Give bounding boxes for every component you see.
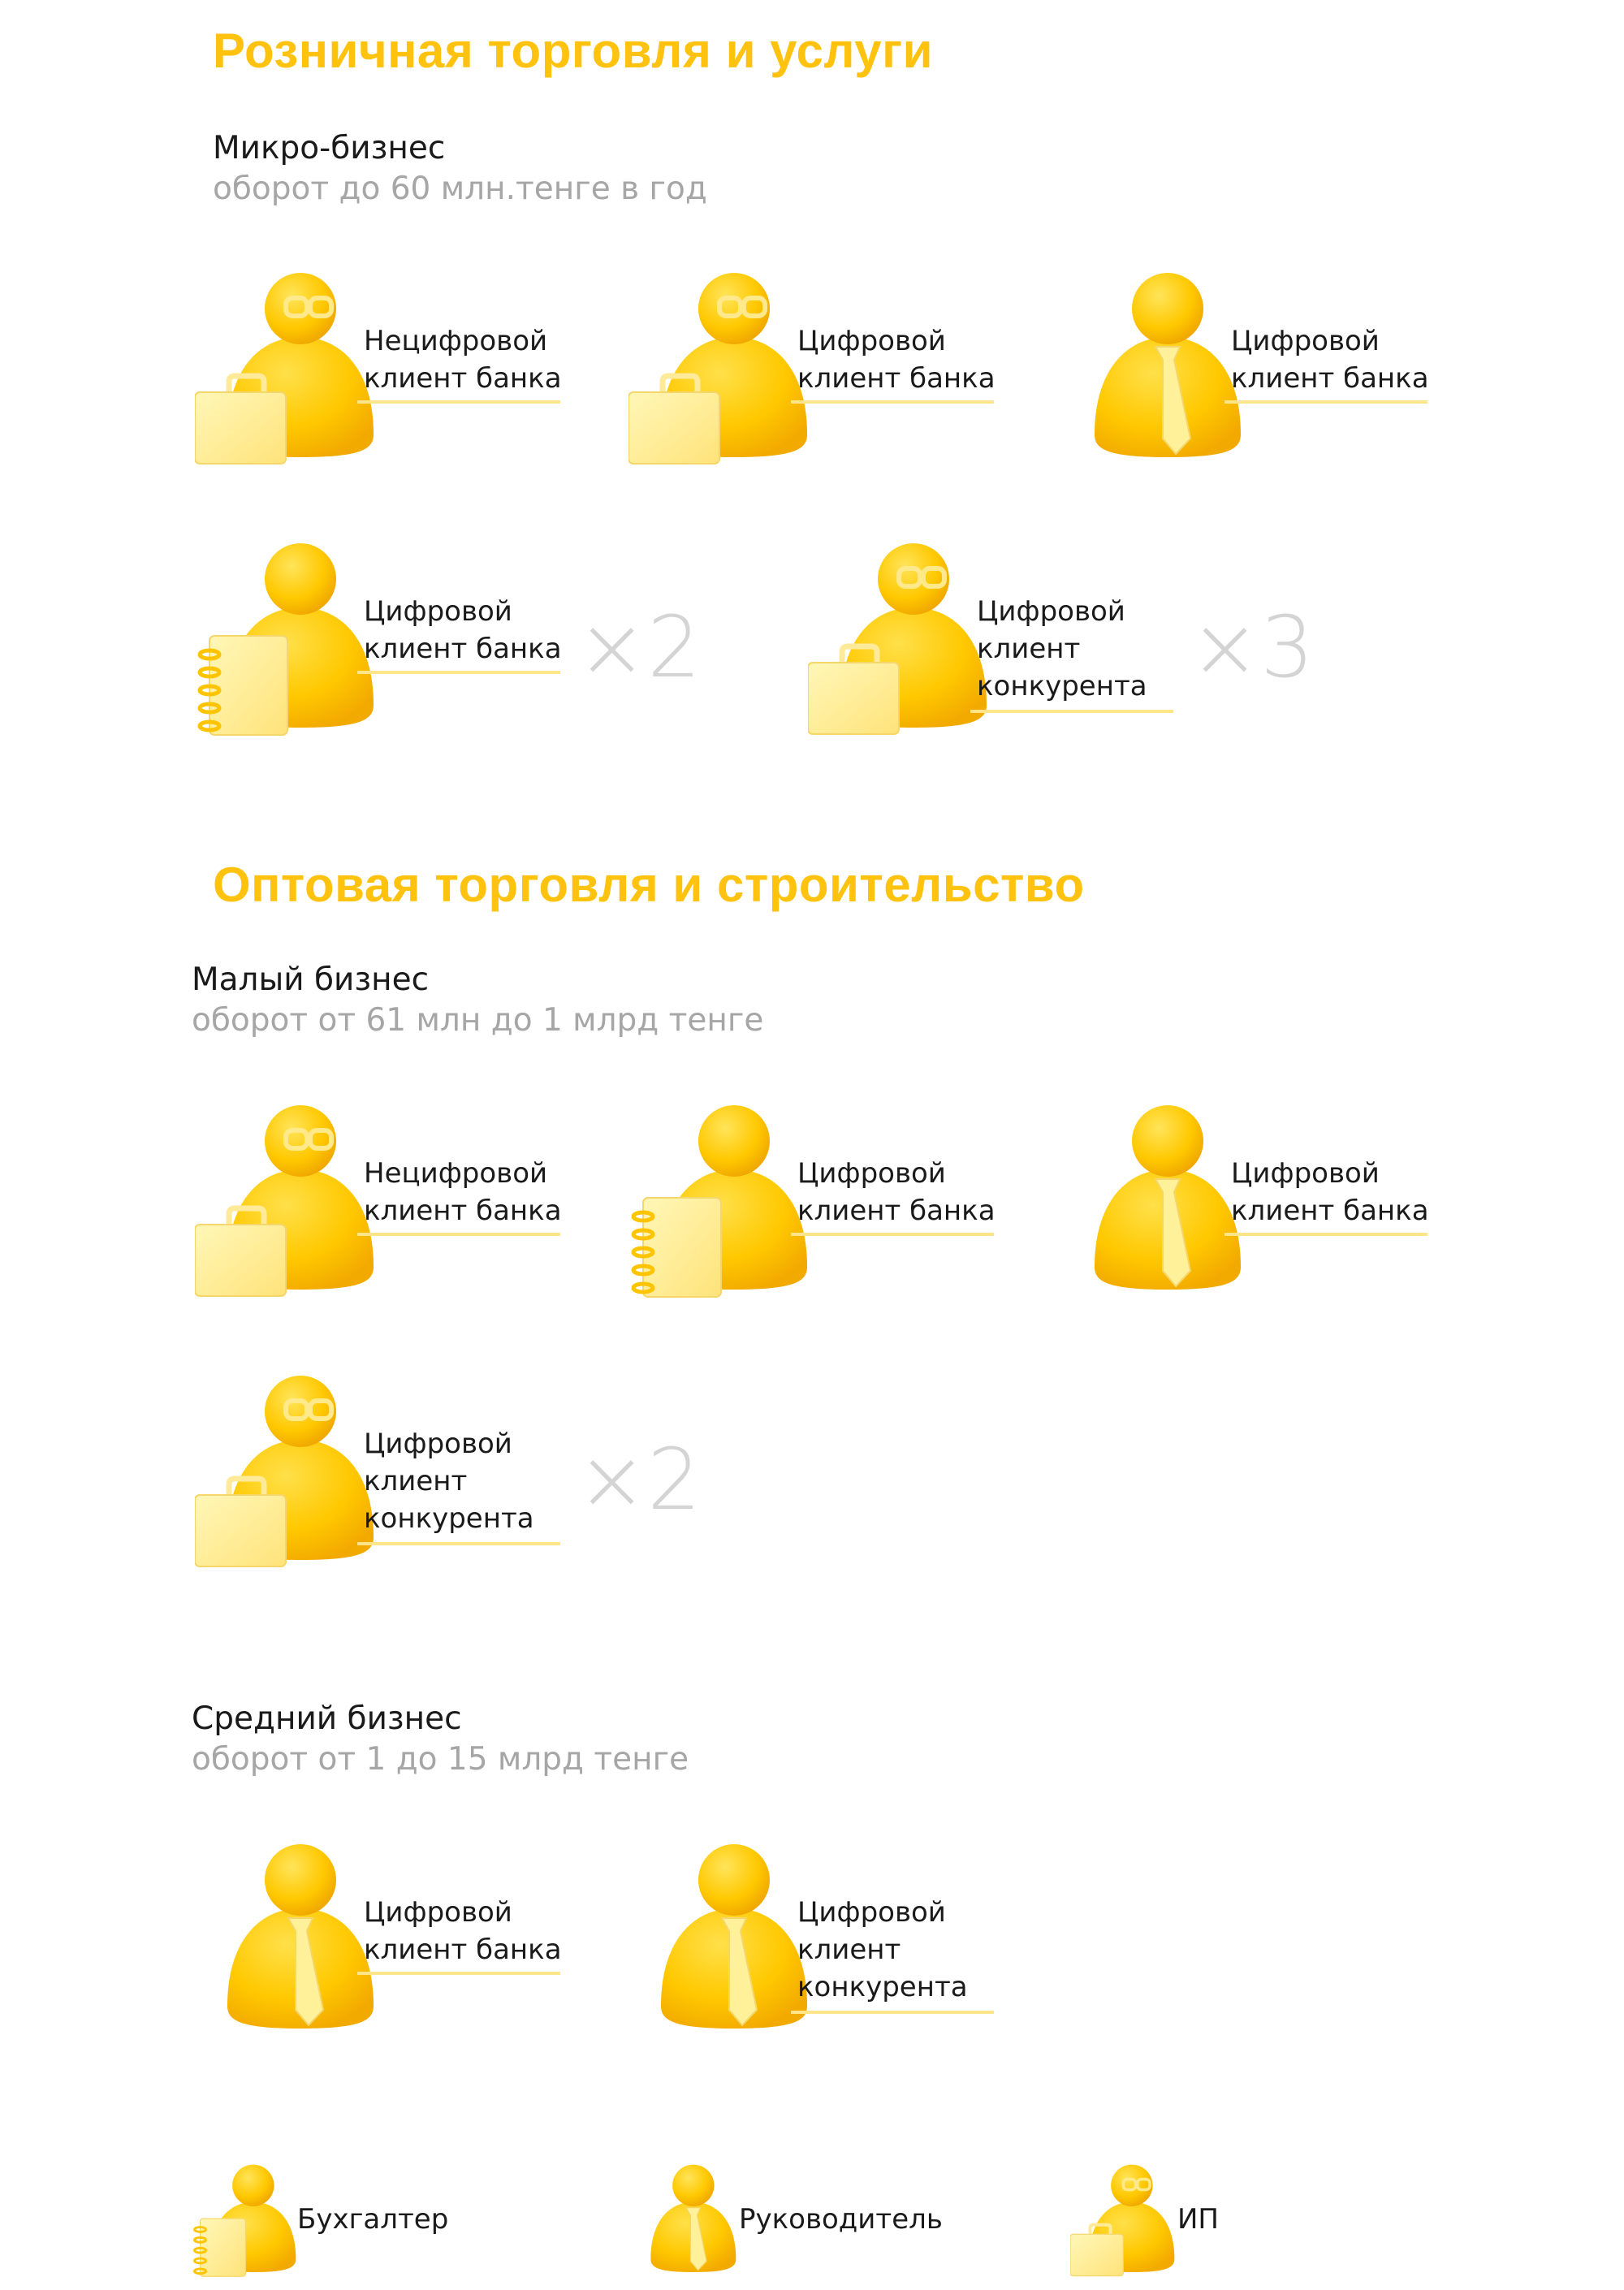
small-business-title: Малый бизнес <box>192 961 430 998</box>
persona-underline <box>357 1542 560 1545</box>
legend-label: ИП <box>1177 2203 1219 2236</box>
persona-card <box>195 1375 568 1586</box>
persona-underline <box>1224 400 1427 404</box>
medium-business-subtitle: оборот от 1 до 15 млрд тенге <box>192 1741 689 1778</box>
ip-icon <box>808 542 1003 737</box>
micro-business-title: Микро-бизнес <box>213 130 446 166</box>
ip-icon <box>1070 2164 1184 2278</box>
persona-underline <box>970 710 1173 713</box>
persona-card <box>628 272 1002 483</box>
ip-icon <box>628 272 823 467</box>
persona-underline <box>791 1233 994 1236</box>
wholesale-section-title: Оптовая торговля и строительство <box>213 858 1085 912</box>
multiplier-x2: ×2 <box>577 598 702 697</box>
persona-underline <box>791 2011 994 2014</box>
director-icon <box>195 1843 390 2038</box>
director-icon <box>632 2164 745 2278</box>
persona-label: Цифровой клиент конкурента <box>364 1428 534 1535</box>
persona-label: Цифровой клиент банка <box>797 1157 996 1227</box>
multiplier-x3: ×3 <box>1190 598 1315 697</box>
ip-icon <box>195 272 390 467</box>
legend-item-director <box>632 2164 973 2278</box>
persona-underline <box>357 400 560 404</box>
medium-business-title: Средний бизнес <box>192 1700 462 1737</box>
persona-underline <box>791 400 994 404</box>
multiplier-x2: ×2 <box>577 1430 702 1529</box>
persona-label: Цифровой клиент конкурента <box>977 595 1147 702</box>
persona-card <box>195 272 568 483</box>
legend-label: Бухгалтер <box>297 2203 449 2236</box>
retail-section-title: Розничная торговля и услуги <box>213 24 933 78</box>
persona-label: Цифровой клиент банка <box>1231 325 1429 395</box>
persona-card <box>195 1843 568 2055</box>
director-icon <box>1062 272 1257 467</box>
persona-underline <box>357 671 560 674</box>
persona-label: Цифровой клиент конкурента <box>797 1896 968 2003</box>
persona-label: Нецифровой клиент банка <box>364 1157 562 1227</box>
persona-card <box>808 542 1181 754</box>
accountant-icon <box>192 2164 305 2278</box>
persona-card <box>195 1104 568 1316</box>
accountant-icon <box>628 1104 823 1299</box>
director-icon <box>628 1843 823 2038</box>
ip-icon <box>195 1104 390 1299</box>
persona-card <box>1062 1104 1436 1316</box>
persona-card <box>628 1104 1002 1316</box>
small-business-subtitle: оборот от 61 млн до 1 млрд тенге <box>192 1002 764 1039</box>
persona-label: Цифровой клиент банка <box>364 1896 562 1966</box>
persona-label: Цифровой клиент банка <box>364 595 562 665</box>
accountant-icon <box>195 542 390 737</box>
persona-label: Цифровой клиент банка <box>1231 1157 1429 1227</box>
persona-underline <box>357 1233 560 1236</box>
legend-item-ip <box>1070 2164 1314 2278</box>
ip-icon <box>195 1375 390 1570</box>
persona-label: Нецифровой клиент банка <box>364 325 562 395</box>
legend-item-accountant <box>192 2164 484 2278</box>
persona-card <box>195 542 568 754</box>
persona-card <box>628 1843 1002 2055</box>
persona-label: Цифровой клиент банка <box>797 325 996 395</box>
director-icon <box>1062 1104 1257 1299</box>
persona-underline <box>357 1972 560 1975</box>
persona-underline <box>1224 1233 1427 1236</box>
legend-label: Руководитель <box>739 2203 943 2236</box>
micro-business-subtitle: оборот до 60 млн.тенге в год <box>213 171 707 207</box>
persona-card <box>1062 272 1436 483</box>
